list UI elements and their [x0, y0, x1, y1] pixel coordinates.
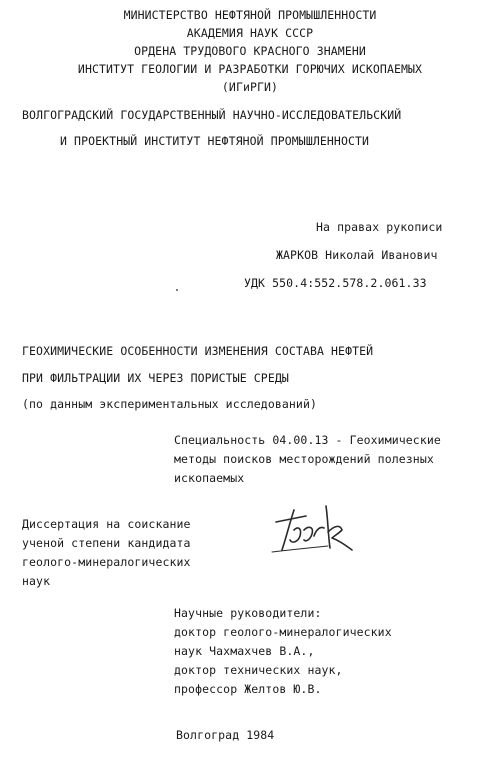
specialty-line-3: ископаемых: [174, 471, 245, 485]
header-ministry: МИНИСТЕРСТВО НЕФТЯНОЙ ПРОМЫШЛЕННОСТИ: [123, 8, 377, 22]
dissertation-line-4: наук: [22, 574, 51, 588]
title-line-2: ПРИ ФИЛЬТРАЦИИ ИХ ЧЕРЕЗ ПОРИСТЫЕ СРЕДЫ: [22, 371, 289, 385]
supervisor-1-name: наук Чахмахчев В.А.,: [174, 644, 315, 658]
udk-code: УДК 550.4:552.578.2.061.33: [244, 276, 427, 290]
specialty-line-1: Специальность 04.00.13 - Геохимические: [174, 433, 441, 447]
supervisor-1-degree: доктор геолого-минералогических: [174, 625, 392, 639]
ink-speck: [176, 289, 178, 291]
header-project-institute: И ПРОЕКТНЫЙ ИНСТИТУТ НЕФТЯНОЙ ПРОМЫШЛЕННОСТИ: [60, 134, 370, 148]
header-volgograd-institute: ВОЛГОГРАДСКИЙ ГОСУДАРСТВЕННЫЙ НАУЧНО-ИССЛЕДОВАТЕЛЬСКИЙ: [22, 108, 402, 122]
handwritten-signature: [268, 500, 358, 560]
dissertation-line-2: ученой степени кандидата: [22, 536, 191, 550]
header-institute-abbr: (ИГиРГИ): [221, 80, 279, 94]
title-line-3: (по данным экспериментальных исследований): [22, 397, 317, 411]
header-institute: ИНСТИТУТ ГЕОЛОГИИ И РАЗРАБОТКИ ГОРЮЧИХ ИСКОПАЕМЫХ: [77, 62, 423, 76]
dissertation-line-1: Диссертация на соискание: [22, 517, 191, 531]
dissertation-line-3: геолого-минералогических: [22, 555, 191, 569]
supervisors-heading: Научные руководители:: [174, 606, 322, 620]
title-line-1: ГЕОХИМИЧЕСКИЕ ОСОБЕННОСТИ ИЗМЕНЕНИЯ СОСТАВА НЕФТЕЙ: [22, 344, 374, 358]
header-academy: АКАДЕМИЯ НАУК СССР: [186, 26, 314, 40]
supervisor-2-degree: доктор технических наук,: [174, 663, 343, 677]
supervisor-2-name: профессор Желтов Ю.В.: [174, 682, 322, 696]
author-name: ЖАРКОВ Николай Иванович: [276, 248, 438, 262]
manuscript-rights: На правах рукописи: [316, 220, 443, 234]
specialty-line-2: методы поисков месторождений полезных: [174, 452, 434, 466]
place-and-year: Волгоград 1984: [176, 728, 275, 742]
header-order: ОРДЕНА ТРУДОВОГО КРАСНОГО ЗНАМЕНИ: [134, 44, 366, 58]
